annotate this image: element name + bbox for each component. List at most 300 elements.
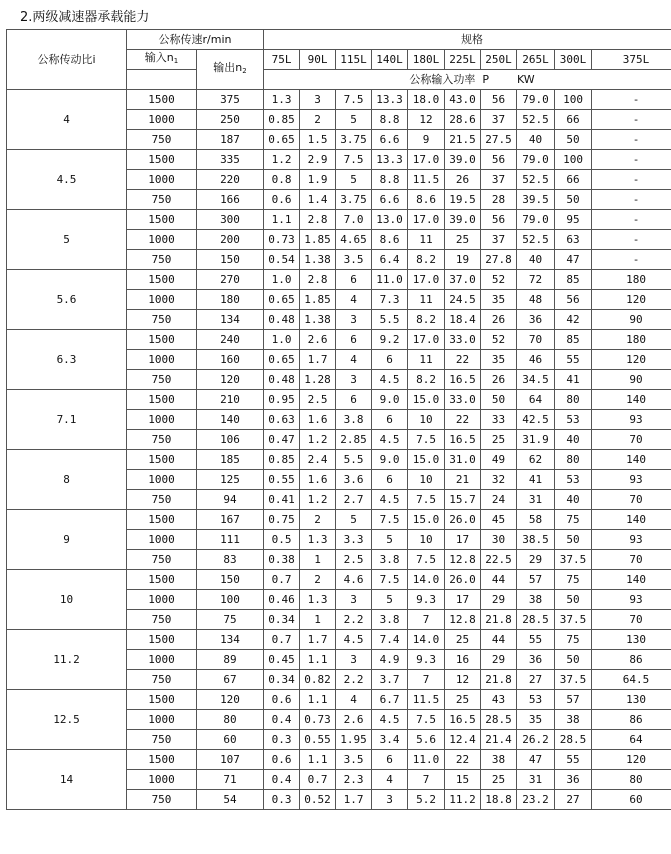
input-speed-cell: 750 bbox=[127, 190, 197, 210]
power-cell: 19.5 bbox=[445, 190, 481, 210]
input-speed-cell: 1000 bbox=[127, 470, 197, 490]
power-cell: 43 bbox=[481, 690, 517, 710]
input-speed-cell: 1000 bbox=[127, 350, 197, 370]
power-cell: 27 bbox=[517, 670, 555, 690]
power-cell: 52.5 bbox=[517, 110, 555, 130]
power-cell: 28 bbox=[481, 190, 517, 210]
power-cell: 6 bbox=[372, 350, 408, 370]
ratio-cell: 4.5 bbox=[7, 150, 127, 210]
power-cell: 35 bbox=[481, 350, 517, 370]
power-cell: 0.7 bbox=[264, 570, 300, 590]
power-cell: 39.5 bbox=[517, 190, 555, 210]
power-cell: 8.2 bbox=[408, 310, 445, 330]
power-cell: 5.6 bbox=[408, 730, 445, 750]
power-cell: 2.3 bbox=[336, 770, 372, 790]
power-cell: 38 bbox=[517, 590, 555, 610]
power-cell: 12.8 bbox=[445, 550, 481, 570]
output-speed-cell: 167 bbox=[197, 510, 264, 530]
power-cell: 75 bbox=[555, 510, 592, 530]
power-cell: 7.5 bbox=[408, 430, 445, 450]
power-cell: 0.41 bbox=[264, 490, 300, 510]
power-cell: 17.0 bbox=[408, 270, 445, 290]
table-row bbox=[7, 330, 671, 350]
power-cell: 36 bbox=[517, 650, 555, 670]
power-cell: 18.0 bbox=[408, 90, 445, 110]
power-cell: 16.5 bbox=[445, 710, 481, 730]
power-cell: 25 bbox=[445, 230, 481, 250]
power-cell: 6.7 bbox=[372, 690, 408, 710]
power-cell: 2.9 bbox=[300, 150, 336, 170]
power-cell: 53 bbox=[555, 410, 592, 430]
power-cell: 2.6 bbox=[300, 330, 336, 350]
power-cell: 4.5 bbox=[372, 710, 408, 730]
input-speed-cell: 1500 bbox=[127, 330, 197, 350]
power-cell: 6 bbox=[336, 390, 372, 410]
power-cell: 16 bbox=[445, 650, 481, 670]
power-cell: 31.0 bbox=[445, 450, 481, 470]
power-cell: 26 bbox=[481, 310, 517, 330]
power-cell: 4.5 bbox=[336, 630, 372, 650]
power-cell: 1.5 bbox=[300, 130, 336, 150]
power-cell: 24.5 bbox=[445, 290, 481, 310]
power-cell: 95 bbox=[555, 210, 592, 230]
power-cell: 120 bbox=[592, 350, 671, 370]
power-cell: 0.34 bbox=[264, 610, 300, 630]
size-header-75l: 75L bbox=[264, 50, 300, 70]
power-cell: 4.5 bbox=[372, 490, 408, 510]
power-cell: 21.8 bbox=[481, 670, 517, 690]
power-cell: 3.75 bbox=[336, 190, 372, 210]
power-cell: 7.5 bbox=[408, 550, 445, 570]
power-cell: 4.6 bbox=[336, 570, 372, 590]
power-cell: 37.5 bbox=[555, 670, 592, 690]
power-cell: 12 bbox=[445, 670, 481, 690]
power-cell: 3.5 bbox=[336, 250, 372, 270]
power-cell: 62 bbox=[517, 450, 555, 470]
power-cell: 44 bbox=[481, 570, 517, 590]
power-cell: 140 bbox=[592, 510, 671, 530]
power-cell: 56 bbox=[555, 290, 592, 310]
power-cell: 37.5 bbox=[555, 550, 592, 570]
input-speed-cell: 750 bbox=[127, 250, 197, 270]
output-speed-cell: 375 bbox=[197, 90, 264, 110]
input-speed-cell: 1000 bbox=[127, 290, 197, 310]
power-cell: 3 bbox=[336, 590, 372, 610]
input-speed-cell: 1500 bbox=[127, 630, 197, 650]
power-cell: 15 bbox=[445, 770, 481, 790]
power-cell: 1.2 bbox=[300, 490, 336, 510]
power-cell: 2.2 bbox=[336, 670, 372, 690]
output-speed-cell: 134 bbox=[197, 310, 264, 330]
power-cell: 6 bbox=[336, 270, 372, 290]
power-cell: 9.3 bbox=[408, 650, 445, 670]
power-cell: 40 bbox=[555, 490, 592, 510]
power-cell: 50 bbox=[555, 530, 592, 550]
input-speed-cell: 1500 bbox=[127, 150, 197, 170]
power-cell: 0.48 bbox=[264, 310, 300, 330]
power-cell: 33.0 bbox=[445, 330, 481, 350]
output-speed-cell: 80 bbox=[197, 710, 264, 730]
output-speed-cell: 187 bbox=[197, 130, 264, 150]
table-row bbox=[7, 630, 671, 650]
power-cell: 6 bbox=[336, 330, 372, 350]
power-cell: 0.73 bbox=[300, 710, 336, 730]
power-cell: 6.4 bbox=[372, 250, 408, 270]
power-cell: 37.0 bbox=[445, 270, 481, 290]
power-cell: 2.4 bbox=[300, 450, 336, 470]
input-speed-cell: 750 bbox=[127, 130, 197, 150]
power-cell: 0.75 bbox=[264, 510, 300, 530]
power-cell: 18.8 bbox=[481, 790, 517, 810]
power-cell: 27 bbox=[555, 790, 592, 810]
power-cell: 33 bbox=[481, 410, 517, 430]
power-cell: 11.0 bbox=[408, 750, 445, 770]
power-cell: 0.6 bbox=[264, 690, 300, 710]
power-cell: 26 bbox=[481, 370, 517, 390]
ratio-header: 公称传动比i bbox=[7, 30, 127, 90]
power-cell: 0.46 bbox=[264, 590, 300, 610]
size-header-225l: 225L bbox=[445, 50, 481, 70]
power-cell: 0.6 bbox=[264, 750, 300, 770]
power-cell: 80 bbox=[555, 450, 592, 470]
power-cell: 1.38 bbox=[300, 250, 336, 270]
power-cell: 11.2 bbox=[445, 790, 481, 810]
power-cell: 3.6 bbox=[336, 470, 372, 490]
power-cell: 3.5 bbox=[336, 750, 372, 770]
power-cell: 70 bbox=[517, 330, 555, 350]
power-cell: 2.6 bbox=[336, 710, 372, 730]
power-cell: 130 bbox=[592, 630, 671, 650]
power-cell: 70 bbox=[592, 430, 671, 450]
power-cell: 39.0 bbox=[445, 210, 481, 230]
power-cell: 42 bbox=[555, 310, 592, 330]
power-cell: 93 bbox=[592, 590, 671, 610]
ratio-cell: 10 bbox=[7, 570, 127, 630]
power-cell: - bbox=[592, 250, 671, 270]
power-cell: 3 bbox=[372, 790, 408, 810]
ratio-cell: 4 bbox=[7, 90, 127, 150]
output-speed-cell: 100 bbox=[197, 590, 264, 610]
power-cell: 46 bbox=[517, 350, 555, 370]
table-row bbox=[7, 150, 671, 170]
output-speed-cell: 94 bbox=[197, 490, 264, 510]
power-cell: 15.7 bbox=[445, 490, 481, 510]
power-cell: 21.4 bbox=[481, 730, 517, 750]
power-cell: 52 bbox=[481, 270, 517, 290]
power-cell: 79.0 bbox=[517, 90, 555, 110]
table-row bbox=[7, 570, 671, 590]
output-speed-cell: 107 bbox=[197, 750, 264, 770]
power-cell: - bbox=[592, 130, 671, 150]
power-cell: 4 bbox=[336, 690, 372, 710]
power-cell: 38.5 bbox=[517, 530, 555, 550]
output-speed-cell: 210 bbox=[197, 390, 264, 410]
size-header-180l: 180L bbox=[408, 50, 445, 70]
power-cell: 72 bbox=[517, 270, 555, 290]
output-speed-cell: 106 bbox=[197, 430, 264, 450]
power-cell: 53 bbox=[555, 470, 592, 490]
power-cell: 70 bbox=[592, 550, 671, 570]
power-cell: 0.48 bbox=[264, 370, 300, 390]
power-cell: 1.85 bbox=[300, 230, 336, 250]
power-cell: 17.0 bbox=[408, 330, 445, 350]
power-cell: 5 bbox=[372, 530, 408, 550]
input-speed-cell: 750 bbox=[127, 730, 197, 750]
power-cell: 49 bbox=[481, 450, 517, 470]
output-speed-cell: 83 bbox=[197, 550, 264, 570]
input-speed-cell: 750 bbox=[127, 310, 197, 330]
table-row bbox=[7, 690, 671, 710]
input-speed-cell: 1000 bbox=[127, 170, 197, 190]
power-cell: 79.0 bbox=[517, 210, 555, 230]
power-cell: 93 bbox=[592, 410, 671, 430]
power-cell: 3.8 bbox=[372, 610, 408, 630]
power-cell: 0.85 bbox=[264, 450, 300, 470]
power-cell: 12.8 bbox=[445, 610, 481, 630]
power-cell: 24 bbox=[481, 490, 517, 510]
size-header-250l: 250L bbox=[481, 50, 517, 70]
power-cell: 0.85 bbox=[264, 110, 300, 130]
power-cell: 86 bbox=[592, 650, 671, 670]
power-cell: 50 bbox=[555, 590, 592, 610]
power-cell: 13.3 bbox=[372, 90, 408, 110]
power-cell: 3 bbox=[336, 650, 372, 670]
power-cell: 9.0 bbox=[372, 390, 408, 410]
output-speed-cell: 166 bbox=[197, 190, 264, 210]
power-cell: 0.3 bbox=[264, 790, 300, 810]
output-speed-cell: 120 bbox=[197, 370, 264, 390]
size-header-300l: 300L bbox=[555, 50, 592, 70]
power-cell: 1.1 bbox=[300, 650, 336, 670]
power-cell: 14.0 bbox=[408, 570, 445, 590]
input-speed-cell: 1500 bbox=[127, 90, 197, 110]
ratio-cell: 6.3 bbox=[7, 330, 127, 390]
table-row bbox=[7, 510, 671, 530]
input-speed-cell: 1500 bbox=[127, 390, 197, 410]
power-cell: 0.52 bbox=[300, 790, 336, 810]
power-cell: 130 bbox=[592, 690, 671, 710]
power-cell: 37 bbox=[481, 110, 517, 130]
ratio-cell: 5 bbox=[7, 210, 127, 270]
power-cell: 10 bbox=[408, 410, 445, 430]
power-cell: 8.6 bbox=[408, 190, 445, 210]
input-speed-cell: 1500 bbox=[127, 270, 197, 290]
power-cell: 38 bbox=[555, 710, 592, 730]
power-cell: 7.5 bbox=[408, 490, 445, 510]
power-cell: 7.0 bbox=[336, 210, 372, 230]
output-speed-cell: 150 bbox=[197, 570, 264, 590]
power-cell: 79.0 bbox=[517, 150, 555, 170]
input-speed-blank bbox=[127, 70, 197, 90]
input-speed-cell: 1500 bbox=[127, 510, 197, 530]
power-cell: 31 bbox=[517, 770, 555, 790]
power-cell: 29 bbox=[517, 550, 555, 570]
power-cell: 100 bbox=[555, 90, 592, 110]
power-cell: 2 bbox=[300, 570, 336, 590]
page-title: 2.两级减速器承载能力 bbox=[20, 10, 150, 25]
power-cell: 8.8 bbox=[372, 110, 408, 130]
input-speed-cell: 750 bbox=[127, 370, 197, 390]
power-cell: 52.5 bbox=[517, 170, 555, 190]
power-cell: 4.65 bbox=[336, 230, 372, 250]
power-cell: 6 bbox=[372, 750, 408, 770]
power-cell: 28.6 bbox=[445, 110, 481, 130]
power-cell: 22 bbox=[445, 350, 481, 370]
power-cell: 0.55 bbox=[300, 730, 336, 750]
power-cell: 3 bbox=[336, 370, 372, 390]
power-cell: 5.2 bbox=[408, 790, 445, 810]
power-cell: 17.0 bbox=[408, 150, 445, 170]
power-header: 公称输入功率 P KW bbox=[264, 70, 671, 90]
ratio-cell: 9 bbox=[7, 510, 127, 570]
power-cell: 0.7 bbox=[264, 630, 300, 650]
input-speed-cell: 1000 bbox=[127, 410, 197, 430]
power-cell: 40 bbox=[555, 430, 592, 450]
power-cell: 3.8 bbox=[372, 550, 408, 570]
output-speed-cell: 185 bbox=[197, 450, 264, 470]
power-cell: 23.2 bbox=[517, 790, 555, 810]
power-cell: 6 bbox=[372, 410, 408, 430]
power-cell: 9.3 bbox=[408, 590, 445, 610]
power-cell: 0.4 bbox=[264, 770, 300, 790]
power-cell: 0.82 bbox=[300, 670, 336, 690]
power-cell: 75 bbox=[555, 570, 592, 590]
power-cell: 48 bbox=[517, 290, 555, 310]
power-cell: 34.5 bbox=[517, 370, 555, 390]
power-cell: 53 bbox=[517, 690, 555, 710]
power-cell: 140 bbox=[592, 450, 671, 470]
power-cell: 56 bbox=[481, 150, 517, 170]
output-speed-cell: 111 bbox=[197, 530, 264, 550]
power-cell: 52.5 bbox=[517, 230, 555, 250]
power-cell: 15.0 bbox=[408, 390, 445, 410]
power-cell: 80 bbox=[592, 770, 671, 790]
size-header-115l: 115L bbox=[336, 50, 372, 70]
input-speed-cell: 750 bbox=[127, 790, 197, 810]
power-cell: 7.5 bbox=[336, 150, 372, 170]
power-cell: 43.0 bbox=[445, 90, 481, 110]
power-cell: 22 bbox=[445, 410, 481, 430]
power-cell: 1.4 bbox=[300, 190, 336, 210]
output-speed-cell: 54 bbox=[197, 790, 264, 810]
power-cell: 7.5 bbox=[408, 710, 445, 730]
power-cell: 36 bbox=[555, 770, 592, 790]
power-cell: 25 bbox=[445, 690, 481, 710]
power-cell: 1.3 bbox=[300, 530, 336, 550]
output-speed-cell: 335 bbox=[197, 150, 264, 170]
power-cell: 56 bbox=[481, 210, 517, 230]
input-speed-cell: 1000 bbox=[127, 650, 197, 670]
table-row bbox=[7, 210, 671, 230]
power-cell: 50 bbox=[555, 190, 592, 210]
power-cell: 13.0 bbox=[372, 210, 408, 230]
output-speed-cell: 60 bbox=[197, 730, 264, 750]
power-cell: 3.8 bbox=[336, 410, 372, 430]
power-cell: 47 bbox=[517, 750, 555, 770]
power-cell: 7.5 bbox=[372, 510, 408, 530]
table-row bbox=[7, 270, 671, 290]
output-speed-header: 输出$n_2$ bbox=[197, 50, 264, 90]
ratio-cell: 8 bbox=[7, 450, 127, 510]
power-cell: 2 bbox=[300, 510, 336, 530]
size-header-265l: 265L bbox=[517, 50, 555, 70]
power-cell: 6.6 bbox=[372, 190, 408, 210]
power-cell: 32 bbox=[481, 470, 517, 490]
power-cell: 1.1 bbox=[264, 210, 300, 230]
power-cell: - bbox=[592, 230, 671, 250]
power-cell: 64 bbox=[592, 730, 671, 750]
speed-header: 公称传速r/min bbox=[127, 30, 264, 50]
power-cell: 1.2 bbox=[300, 430, 336, 450]
power-cell: 120 bbox=[592, 290, 671, 310]
input-speed-cell: 750 bbox=[127, 670, 197, 690]
power-cell: 70 bbox=[592, 610, 671, 630]
power-cell: 70 bbox=[592, 490, 671, 510]
power-cell: 0.65 bbox=[264, 350, 300, 370]
power-cell: 41 bbox=[555, 370, 592, 390]
power-cell: - bbox=[592, 170, 671, 190]
power-cell: - bbox=[592, 150, 671, 170]
capacity-table bbox=[6, 29, 671, 810]
power-cell: 15.0 bbox=[408, 510, 445, 530]
power-cell: 11.0 bbox=[372, 270, 408, 290]
power-cell: 66 bbox=[555, 170, 592, 190]
power-cell: 25 bbox=[481, 430, 517, 450]
power-cell: 1.85 bbox=[300, 290, 336, 310]
power-cell: 2.85 bbox=[336, 430, 372, 450]
power-cell: 11 bbox=[408, 230, 445, 250]
power-cell: 0.73 bbox=[264, 230, 300, 250]
ratio-cell: 11.2 bbox=[7, 630, 127, 690]
power-cell: 7.3 bbox=[372, 290, 408, 310]
power-cell: 93 bbox=[592, 530, 671, 550]
power-cell: 80 bbox=[555, 390, 592, 410]
power-cell: 10 bbox=[408, 530, 445, 550]
power-cell: 5.5 bbox=[372, 310, 408, 330]
power-cell: - bbox=[592, 190, 671, 210]
power-cell: 37.5 bbox=[555, 610, 592, 630]
power-cell: 7.5 bbox=[336, 90, 372, 110]
power-cell: 11 bbox=[408, 290, 445, 310]
power-cell: 29 bbox=[481, 650, 517, 670]
power-cell: 3.7 bbox=[372, 670, 408, 690]
power-cell: 35 bbox=[517, 710, 555, 730]
power-cell: 3.3 bbox=[336, 530, 372, 550]
power-cell: 2.5 bbox=[300, 390, 336, 410]
power-cell: 0.7 bbox=[300, 770, 336, 790]
power-cell: 0.95 bbox=[264, 390, 300, 410]
power-cell: 0.63 bbox=[264, 410, 300, 430]
power-cell: 56 bbox=[481, 90, 517, 110]
power-cell: 1.38 bbox=[300, 310, 336, 330]
output-speed-cell: 250 bbox=[197, 110, 264, 130]
power-cell: 26 bbox=[445, 170, 481, 190]
input-speed-cell: 1000 bbox=[127, 770, 197, 790]
power-cell: 14.0 bbox=[408, 630, 445, 650]
power-cell: 27.8 bbox=[481, 250, 517, 270]
power-cell: 10 bbox=[408, 470, 445, 490]
power-cell: 3 bbox=[300, 90, 336, 110]
power-cell: 0.55 bbox=[264, 470, 300, 490]
power-cell: 42.5 bbox=[517, 410, 555, 430]
power-cell: 1.1 bbox=[300, 750, 336, 770]
power-cell: 7 bbox=[408, 770, 445, 790]
output-speed-cell: 200 bbox=[197, 230, 264, 250]
power-cell: 38 bbox=[481, 750, 517, 770]
power-cell: 12 bbox=[408, 110, 445, 130]
spec-header: 规格 bbox=[264, 30, 671, 50]
power-cell: 21 bbox=[445, 470, 481, 490]
